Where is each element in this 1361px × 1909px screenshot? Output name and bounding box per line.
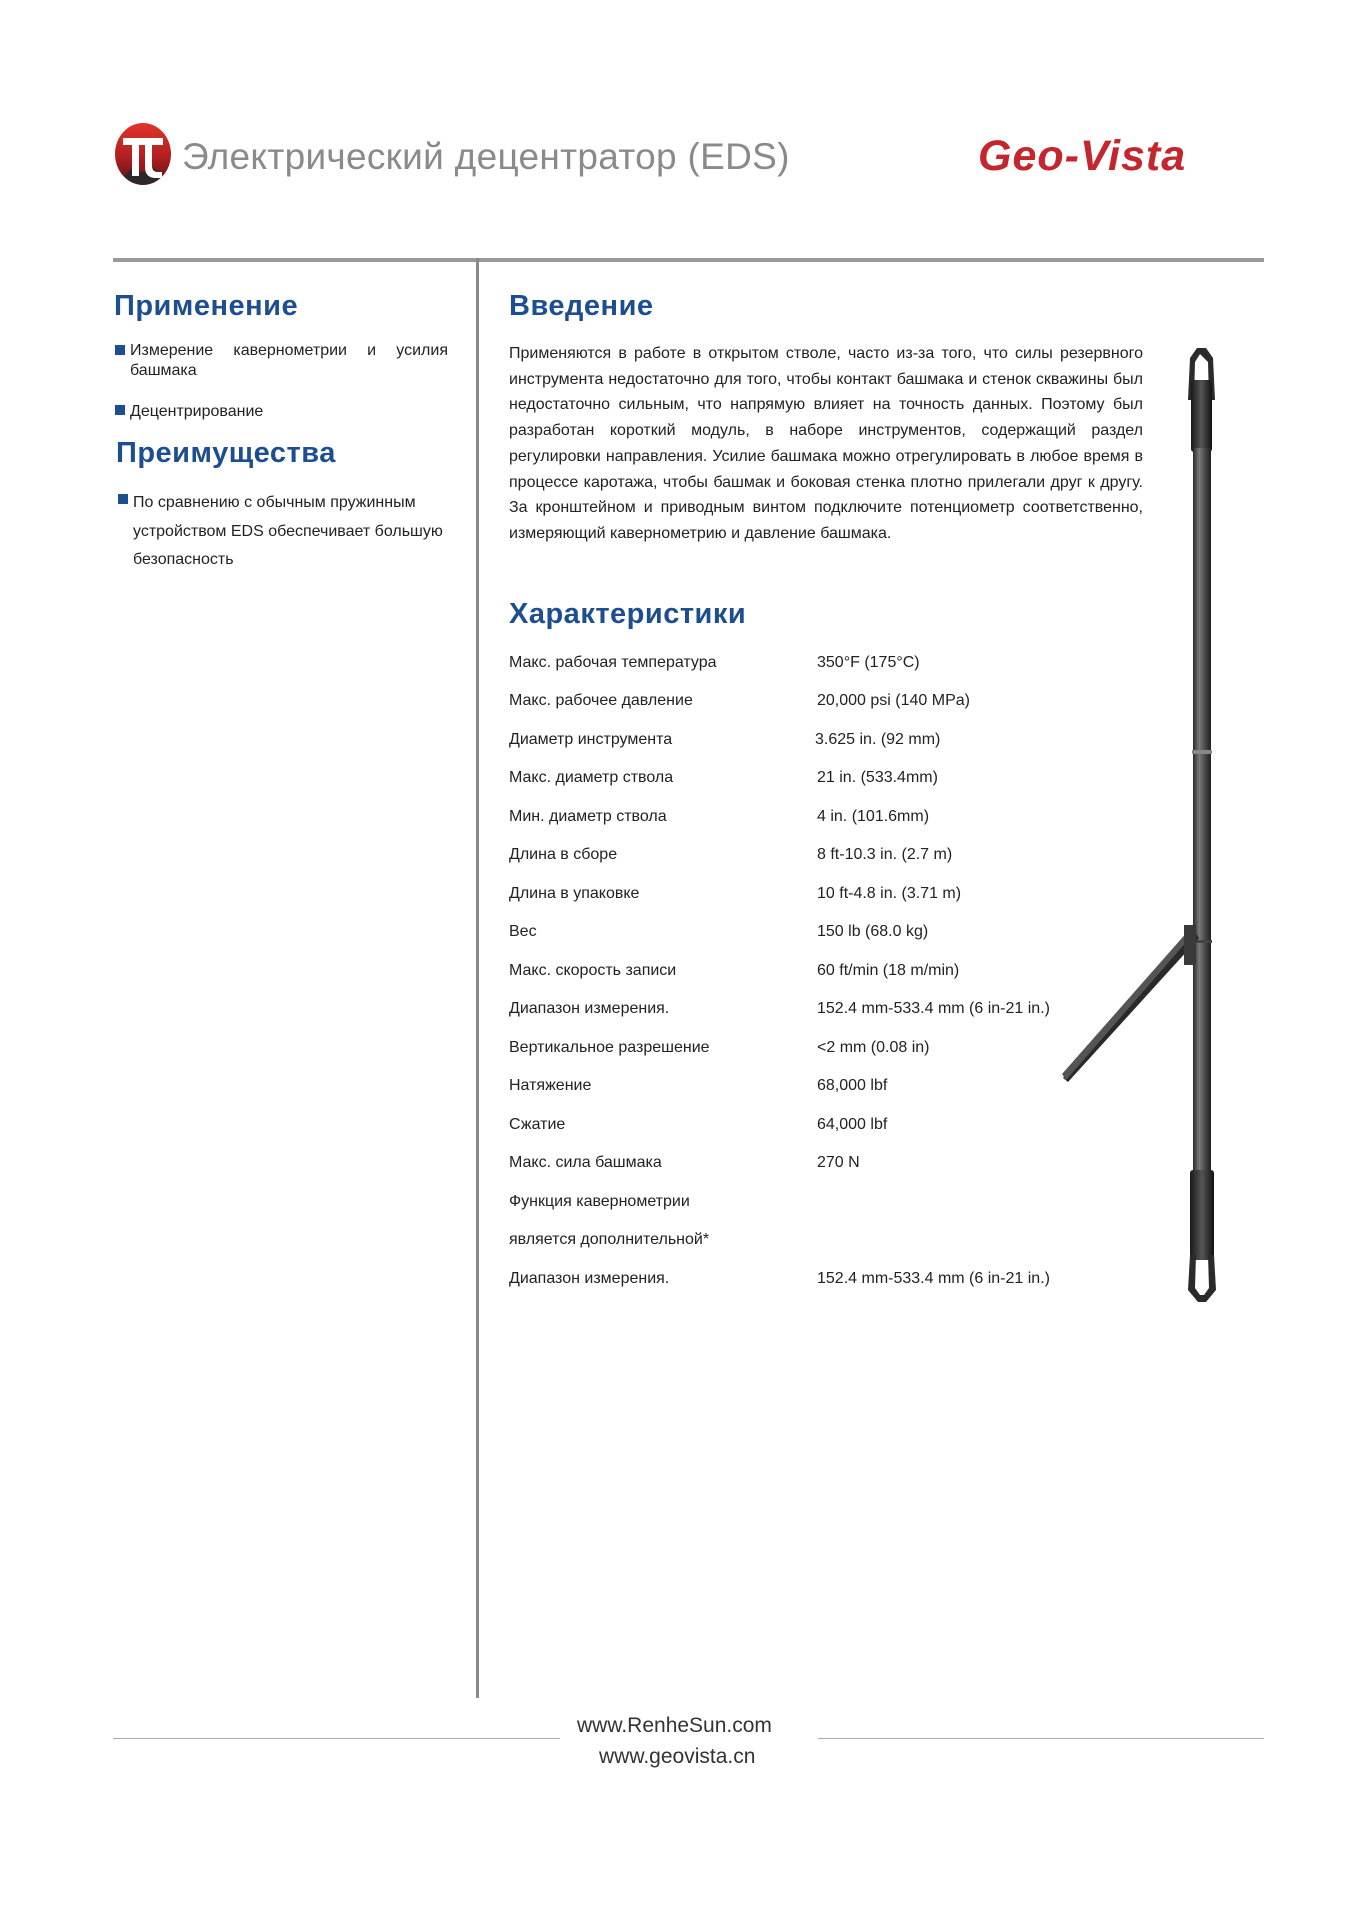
bullet-square-icon [118, 494, 128, 504]
spec-label: Мин. диаметр ствола [509, 808, 667, 825]
spec-label: Вес [509, 923, 537, 940]
page-title: Электрический децентратор (EDS) [182, 136, 790, 177]
tool-photo [1058, 340, 1228, 1310]
spec-label: Макс. сила башмака [509, 1154, 662, 1171]
footer-divider-left [113, 1738, 560, 1739]
spec-label: Макс. рабочее давление [509, 692, 693, 709]
spec-value: 4 in. (101.6mm) [817, 808, 930, 825]
brand-logo [978, 132, 1186, 181]
column-divider [476, 258, 479, 1698]
spec-label: Диапазон измерения. [509, 1270, 670, 1287]
spec-label: Вертикальное разрешение [509, 1039, 710, 1056]
footer-url-renhesun[interactable]: www.RenheSun.com [577, 1714, 772, 1737]
spec-label: является дополнительной* [509, 1231, 710, 1248]
spec-value: 3.625 in. (92 mm) [815, 731, 941, 748]
spec-value: 8 ft-10.3 in. (2.7 m) [817, 846, 953, 863]
spec-value: 21 in. (533.4mm) [817, 769, 938, 786]
spec-label: Макс. диаметр ствола [509, 769, 674, 786]
spec-value: 270 N [817, 1154, 860, 1171]
application-item: Измерение кавернометрии и усилия башмака [130, 342, 448, 379]
spec-label: Функция кавернометрии [509, 1193, 690, 1210]
spec-value: 350°F (175°C) [817, 654, 920, 671]
spec-value: 20,000 psi (140 MPa) [817, 692, 970, 709]
footer-url-geovista[interactable]: www.geovista.cn [599, 1745, 756, 1768]
header-divider [113, 258, 1264, 262]
spec-value: 152.4 mm-533.4 mm (6 in-21 in.) [817, 1000, 1050, 1017]
intro-heading: Введение [509, 290, 654, 322]
spec-label: Диаметр инструмента [509, 731, 673, 748]
spec-value: 10 ft-4.8 in. (3.71 m) [817, 885, 962, 902]
application-item: Децентрирование [130, 403, 264, 420]
spec-label: Длина в сборе [509, 846, 618, 863]
spec-value: 68,000 lbf [817, 1077, 888, 1094]
spec-value: 150 lb (68.0 kg) [817, 923, 929, 940]
advantages-item: По сравнению с обычным пружинным устройством EDS обеспечивает большую безопасность [133, 494, 443, 568]
advantages-heading: Преимущества [116, 437, 336, 469]
spec-value: 60 ft/min (18 m/min) [817, 962, 960, 979]
spec-label: Макс. скорость записи [509, 962, 677, 979]
application-heading: Применение [114, 290, 299, 322]
bullet-square-icon [115, 405, 125, 415]
spec-label: Сжатие [509, 1116, 566, 1133]
brand-name: Geo-Vista [978, 132, 1187, 180]
intro-paragraph: Применяются в работе в открытом стволе, часто из-за того, что силы резервного инструмента недостаточно для того, чтобы контакт башмака и стенок скважины был недостаточно сильным, что напрямую влияет на точность данных. Поэтому был разработан короткий модуль, в наборе инструментов, содержащий раздел регулировки направления. Усилие башмака можно отрегулировать в любое время в процессе каротажа, чтобы башмак и боковая стенка плотно прилегали друг к другу. За кронштейном и приводным винтом подключите потенциометр соответственно, измеряющий кавернометрию и давление башмака. [509, 345, 1143, 542]
spec-label: Макс. рабочая температура [509, 654, 717, 671]
company-logo-icon [114, 122, 172, 186]
footer-divider-right [818, 1738, 1264, 1739]
spec-label: Диапазон измерения. [509, 1000, 670, 1017]
spec-value: 64,000 lbf [817, 1116, 888, 1133]
specs-heading: Характеристики [509, 598, 747, 630]
spec-label: Длина в упаковке [509, 885, 640, 902]
spec-value: <2 mm (0.08 in) [817, 1039, 930, 1056]
spec-label: Натяжение [509, 1077, 592, 1094]
spec-value: 152.4 mm-533.4 mm (6 in-21 in.) [817, 1270, 1050, 1287]
bullet-square-icon [115, 345, 125, 355]
